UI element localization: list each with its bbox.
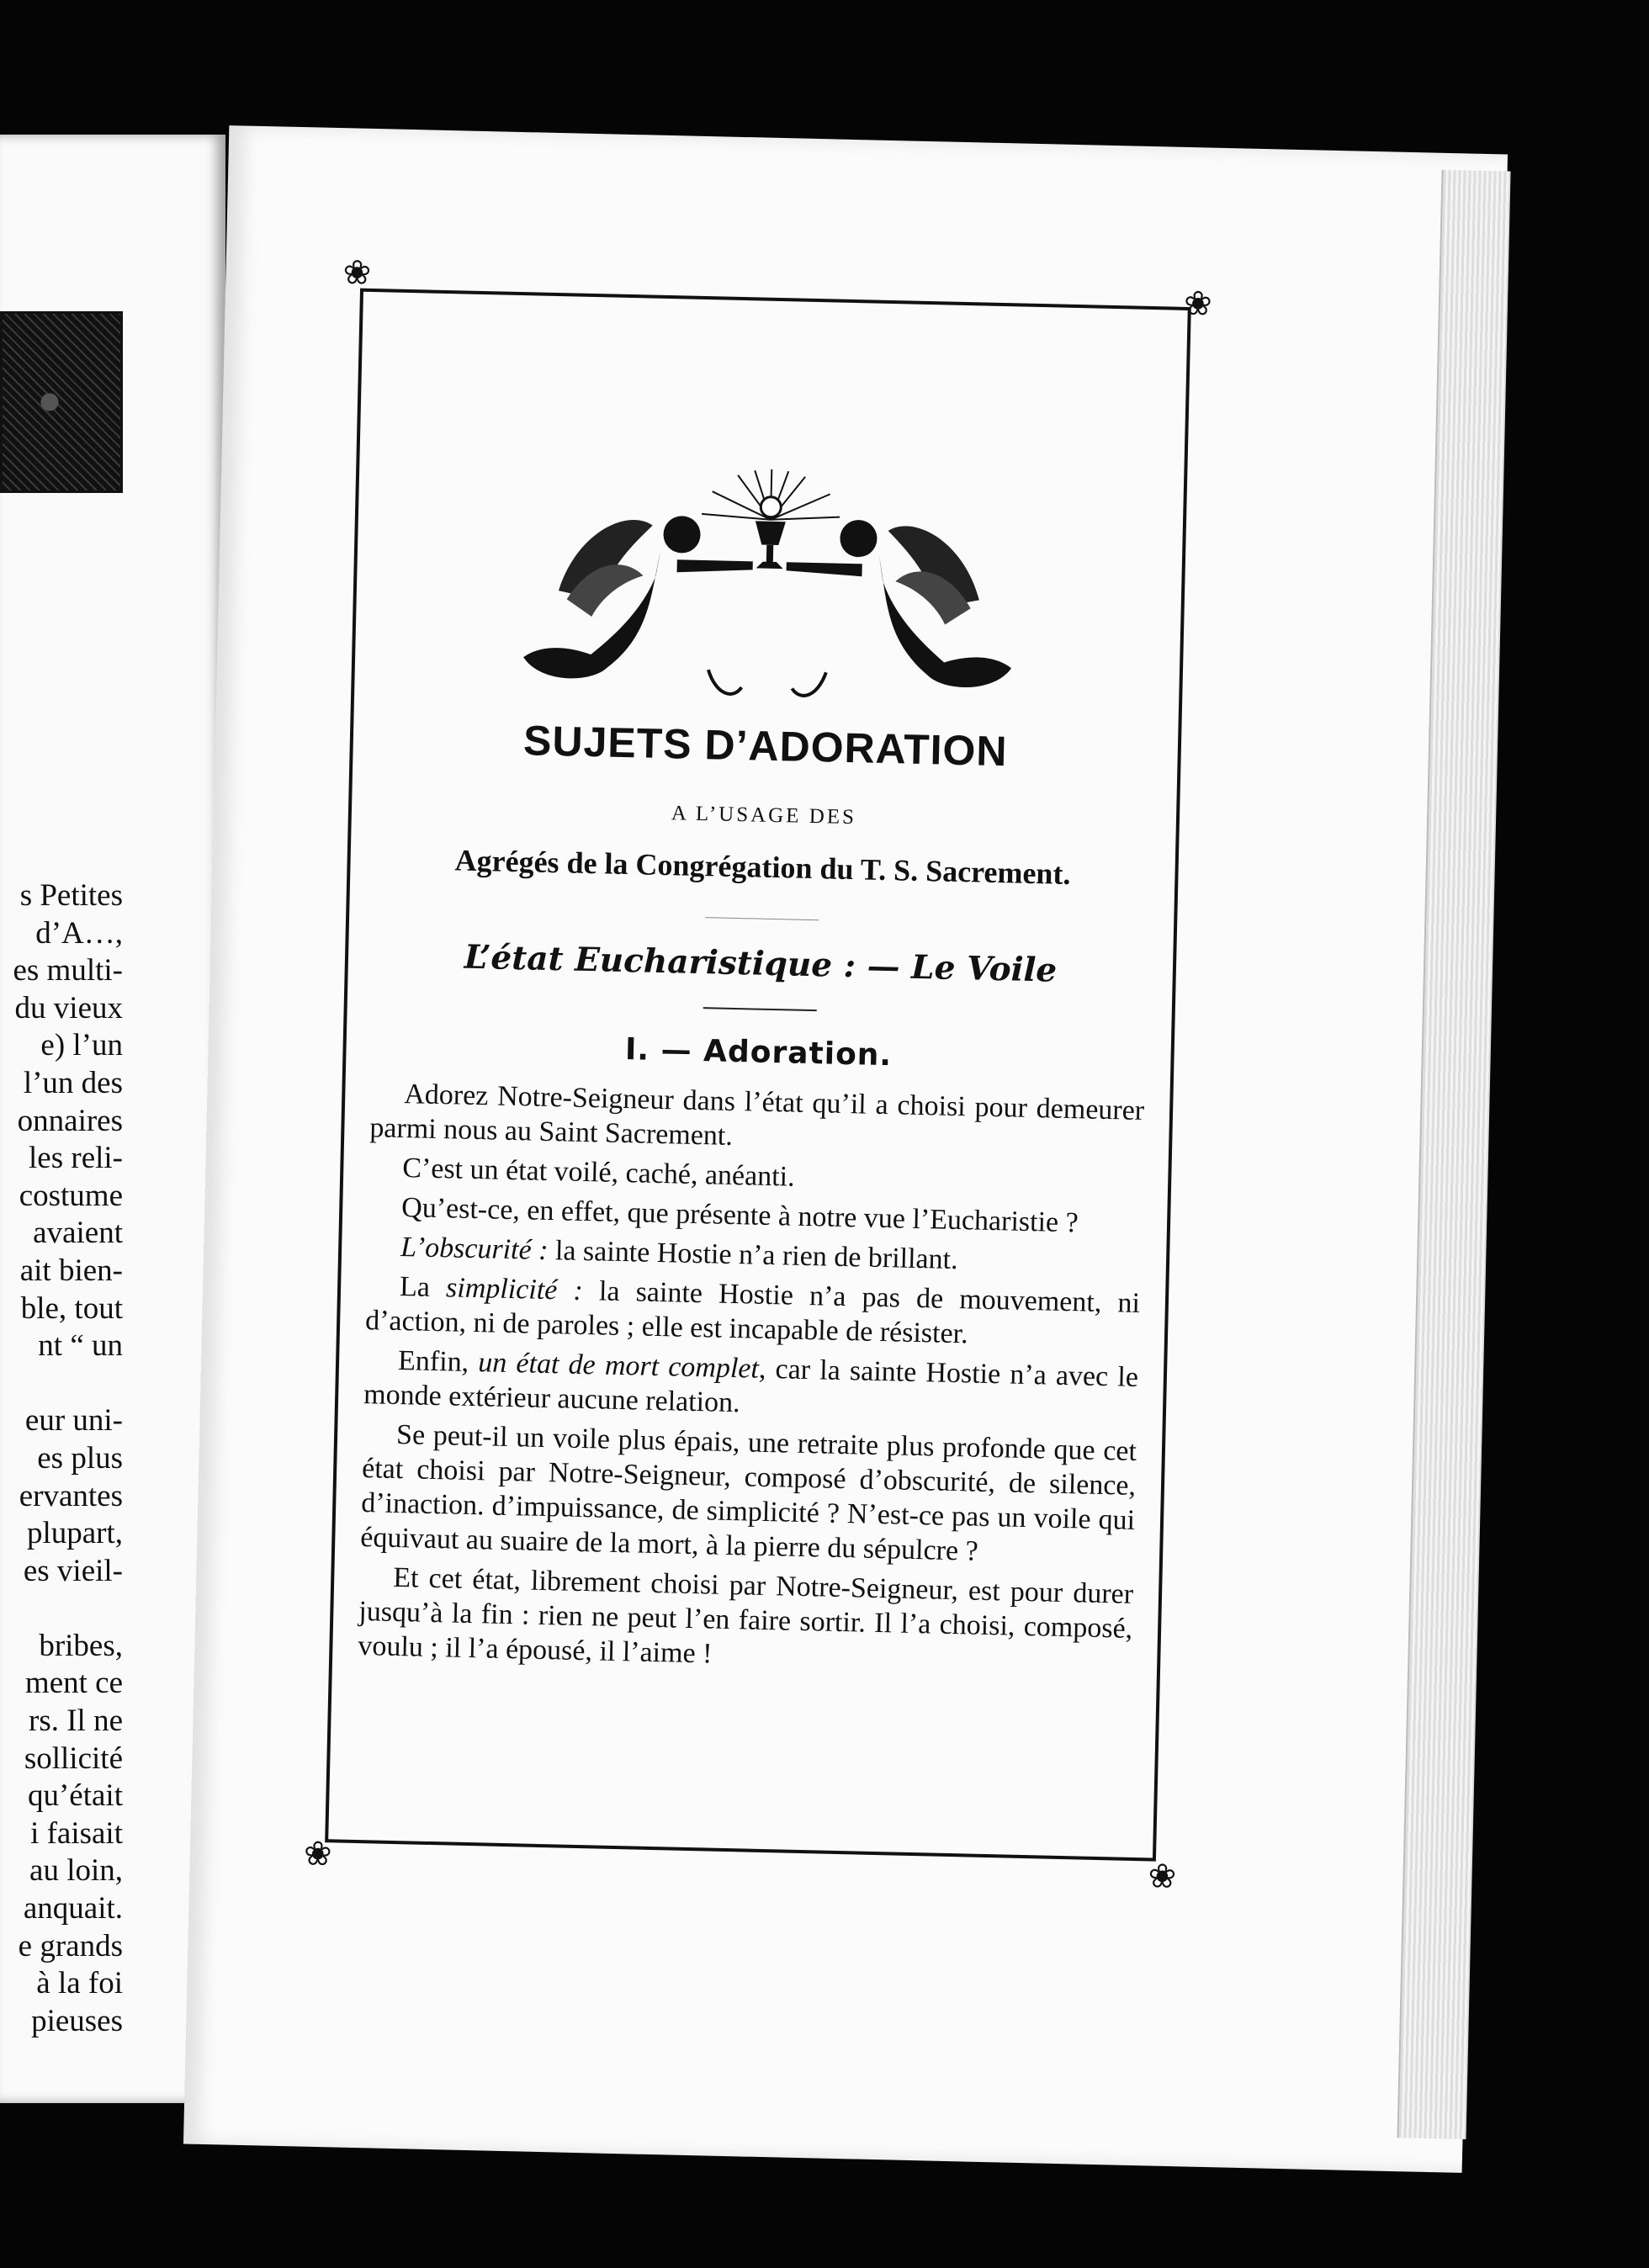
left-text-line: ervantes [19,1478,123,1513]
left-text-line: ment ce [24,1666,123,1701]
corner-leaf-ornament-icon: ❀ [1183,284,1213,323]
emphasis-text: L’obscurité : [400,1232,549,1267]
left-page-text-fragments [0,877,123,2040]
left-text-line: costume [19,1178,123,1213]
left-text-line: nt “ un [38,1328,123,1364]
ornamental-frame [303,253,1213,1896]
corner-leaf-ornament-icon: ❀ [1148,1857,1177,1896]
left-text-line: rs. Il ne [29,1704,123,1739]
left-text-line: eur uni- [24,1403,123,1439]
left-text-line [0,1590,123,1628]
corner-leaf-ornament-icon: ❀ [303,1834,333,1873]
left-text-line: es multi- [13,953,123,988]
paragraph-text: Enfin, [397,1345,479,1379]
left-text-line: l’un des [23,1065,123,1100]
left-angel-figure [522,512,754,694]
paragraph: Qu’est-ce, en effet, que présente à notre vue l’Eucharistie ? [400,1192,1079,1239]
page-title: SUJETS D’ADORATION [522,717,1009,776]
left-text-line: s Petites [19,878,123,913]
right-page [183,125,1508,2173]
left-text-line: au loin, [29,1853,123,1889]
left-text-line: du vieux [14,990,123,1025]
decorative-initial-ornament [0,311,123,493]
paragraph: C’est un état voilé, caché, anéanti. [401,1153,796,1193]
left-text-line: qu’était [27,1778,123,1814]
left-text-line: onnaires [17,1103,123,1138]
left-text-line: ble, tout [20,1290,123,1326]
left-text-line: es vieil- [23,1553,123,1588]
left-text-line: e grands [18,1928,123,1963]
subsection-heading: I. — Adoration. [624,1032,893,1073]
divider-rule [703,1007,816,1011]
left-text-line: à la foi [36,1966,123,2001]
right-angel-figure [783,518,1015,700]
divider-rule [705,917,819,920]
page-content [332,713,1179,1687]
emphasis-text: simplicité : [445,1272,584,1306]
left-text-line: plupart, [26,1516,123,1551]
page-subtitle: A L’USAGE DES [671,802,857,829]
paragraph-text: La [399,1271,447,1304]
left-text-line [0,1365,123,1403]
left-text-line: anquait. [23,1891,123,1926]
left-text-line: avaient [33,1216,123,1251]
section-title: L’état Eucharistique : — Le Voile [464,937,1058,990]
left-text-line: pieuses [31,2003,123,2038]
publisher-line: Agrégés de la Congrégation du T. S. Sacrement. [454,843,1071,891]
left-text-line: les reli- [29,1141,123,1176]
paragraph: Et cet état, librement choisi par Notre-Seigneur, est pour durer jusqu’à la fin : rien ne peut l’en faire sortir. Il l’a choisi, composé, voulu ; il l’a épousé, il l’aime ! [358,1561,1134,1670]
paragraph [363,1343,1139,1429]
left-text-line: sollicité [24,1741,123,1776]
chalice-icon [755,496,787,569]
paragraph: Adorez Notre-Seigneur dans l’état qu’il a choisi pour demeurer parmi nous au Saint Sacrement. [369,1078,1145,1152]
emphasis-text: un état de mort complet [477,1347,760,1385]
left-text-line: d’A…, [35,915,123,951]
corner-leaf-ornament-icon: ❀ [342,253,372,292]
left-text-line: bribes, [39,1628,123,1663]
left-text-line: i faisait [30,1815,123,1851]
paragraph [365,1269,1141,1355]
paragraph-text: , car la sainte Hostie n’a avec le monde extérieur aucune relation. [363,1353,1139,1419]
left-text-line: es plus [37,1440,123,1476]
paragraph: Se peut-il un voile plus épais, une retraite plus profonde que cet état choisi par Notre-Seigneur, composé d’obscurité, de silence, d’inaction. d’impuissance, de simplicité ? N’est-ce pas un voile qui équivaut au suaire de la mort, à la pierre du sépulcre ? [359,1418,1137,1567]
body-text [358,1076,1145,1681]
paragraph-text: la sainte Hostie n’a rien de brillant. [548,1235,959,1276]
left-text-line: ait bien- [19,1253,123,1288]
paragraph-text: la sainte Hostie n’a pas de mouvement, ni d’action, ni de paroles ; elle est incapable de résister. [364,1274,1141,1350]
page-edge-stack [1397,170,1511,2139]
left-text-line: e) l’un [40,1028,123,1063]
angels-chalice-vignette [506,464,1032,719]
